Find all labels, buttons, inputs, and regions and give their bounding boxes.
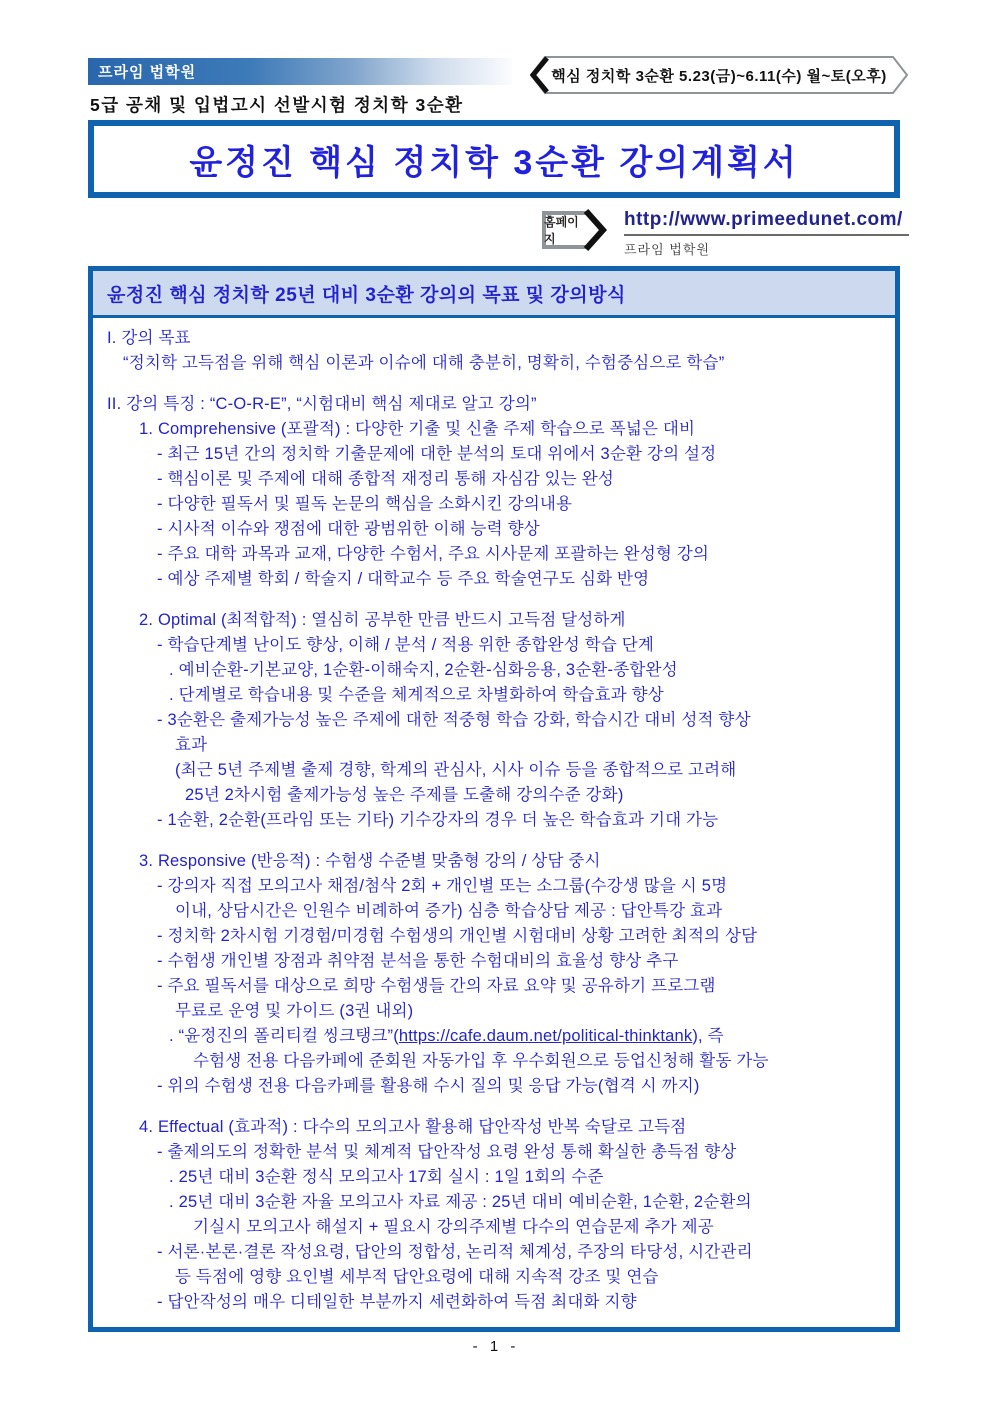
page-title: 윤정진 핵심 정치학 3순환 강의계획서 <box>189 143 799 182</box>
body-line: II. 강의 특징 : “C-O-R-E”, “시험대비 핵심 제대로 알고 강의” <box>107 395 537 413</box>
body-line: - 시사적 이슈와 쟁점에 대한 광범위한 이해 능력 향상 <box>157 520 540 538</box>
schedule-banner <box>528 55 910 95</box>
body-line: 4. Effectual (효과적) : 다수의 모의고사 활용해 답안작성 반복 숙달로 고득점 <box>139 1118 687 1136</box>
body-line: 3. Responsive (반응적) : 수험생 수준별 맞춤형 강의 / 상담 중시 <box>139 852 601 870</box>
body-line: - 강의자 직접 모의고사 채점/첨삭 2회 + 개인별 또는 소그룹(수강생 많을 시 5명 <box>157 877 728 895</box>
body-line: . 25년 대비 3순환 자율 모의고사 자료 제공 : 25년 대비 예비순환, 1순환, 2순환의 <box>169 1193 752 1211</box>
body-line: - 답안작성의 매우 디테일한 부분까지 세련화하여 득점 최대화 지향 <box>157 1293 637 1311</box>
schedule-text: 핵심 정치학 3순환 5.23(금)~6.11(수) 월~토(오후) <box>551 67 887 85</box>
homepage-badge <box>540 207 608 253</box>
title-box <box>88 120 900 198</box>
body-line: - 주요 대학 과목과 교재, 다양한 수험서, 주요 시사문제 포괄하는 완성형 강의 <box>157 545 710 563</box>
homepage-url-link[interactable]: http://www.primeedunet.com/ <box>624 209 909 236</box>
syllabus-heading: 윤정진 핵심 정치학 25년 대비 3순환 강의의 목표 및 강의방식 <box>93 271 895 318</box>
body-line: - 서론·본론·결론 작성요령, 답안의 정합성, 논리적 체계성, 주장의 타당성, 시간관리 <box>157 1243 753 1261</box>
brand-label: 프라임 법학원 <box>98 64 197 81</box>
body-line: 효과 <box>175 736 208 754</box>
body-line: 수험생 전용 다음카페에 준회원 자동가입 후 우수회원으로 등업신청해 활동 가능 <box>193 1052 769 1070</box>
body-line: - 출제의도의 정확한 분석 및 체계적 답안작성 요령 완성 통해 확실한 총득점 향상 <box>157 1143 737 1161</box>
homepage-url-block <box>624 209 909 258</box>
body-line: . 25년 대비 3순환 정식 모의고사 17회 실시 : 1일 1회의 수준 <box>169 1168 604 1186</box>
exam-subtitle: 5급 공채 및 입법고시 선발시험 정치학 3순환 <box>90 95 464 115</box>
body-line: - 위의 수험생 전용 다음카페를 활용해 수시 질의 및 응답 가능(협격 시 까지) <box>157 1077 700 1095</box>
body-line <box>99 1024 887 1049</box>
syllabus-box <box>88 266 900 1332</box>
body-line: - 정치학 2차시험 기경험/미경험 수험생의 개인별 시험대비 상황 고려한 최적의 상담 <box>157 927 758 945</box>
body-line: - 핵심이론 및 주제에 대해 종합적 재정리 통해 자심감 있는 완성 <box>157 470 615 488</box>
body-line: 등 득점에 영향 요인별 세부적 답안요령에 대해 지속적 강조 및 연습 <box>175 1268 659 1286</box>
body-line: 무료로 운영 및 가이드 (3권 내외) <box>175 1002 414 1020</box>
body-line: . 예비순환-기본교양, 1순환-이해숙지, 2순환-심화응용, 3순환-종합완성 <box>169 661 678 679</box>
body-line: 기실시 모의고사 해설지 + 필요시 강의주제별 다수의 연습문제 추가 제공 <box>193 1218 714 1236</box>
body-line: - 최근 15년 간의 정치학 기출문제에 대한 분석의 토대 위에서 3순환 강의 설정 <box>157 445 717 463</box>
homepage-label: 홈페이지 <box>544 215 579 246</box>
body-line: 이내, 상담시간은 인원수 비례하여 증가) 심층 학습상담 제공 : 답안특강 효과 <box>175 902 723 920</box>
body-lines <box>93 318 895 1327</box>
body-line: I. 강의 목표 <box>107 329 191 347</box>
cafe-url-link[interactable]: https://cafe.daum.net/political-thinktank <box>398 1027 693 1045</box>
body-line: - 3순환은 출제가능성 높은 주제에 대한 적중형 학습 강화, 학습시간 대비 성적 향상 <box>157 711 751 729</box>
body-line: - 수험생 개인별 장점과 취약점 분석을 통한 수험대비의 효율성 향상 추구 <box>157 952 679 970</box>
body-line: - 학습단계별 난이도 향상, 이해 / 분석 / 적용 위한 종합완성 학습 단계 <box>157 636 655 654</box>
homepage-row <box>540 207 909 258</box>
body-line: - 다양한 필독서 및 필독 논문의 핵심을 소화시킨 강의내용 <box>157 495 573 513</box>
body-line: (최근 5년 주제별 출제 경향, 학계의 관심사, 시사 이슈 등을 종합적으로 고려해 <box>175 761 737 779</box>
body-line: - 예상 주제별 학회 / 학술지 / 대학교수 등 주요 학술연구도 심화 반영 <box>157 570 650 588</box>
body-line-text: ), 즉 <box>692 1027 724 1045</box>
body-line: - 1순환, 2순환(프라임 또는 기타) 기수강자의 경우 더 높은 학습효과 기대 가능 <box>157 811 719 829</box>
body-line-text: . “윤정진의 폴리티컬 씽크탱크”( <box>169 1027 399 1045</box>
body-line: . 단계별로 학습내용 및 수준을 체계적으로 차별화하여 학습효과 향상 <box>169 686 664 704</box>
body-line: 25년 2차시험 출제가능성 높은 주제를 도출해 강의수준 강화) <box>185 786 624 804</box>
homepage-org-label: 프라임 법학원 <box>624 242 710 257</box>
body-line: “정치학 고득점을 위해 핵심 이론과 이슈에 대해 충분히, 명확히, 수험중심으로 학습” <box>123 354 725 372</box>
body-line: 1. Comprehensive (포괄적) : 다양한 기출 및 신출 주제 학습으로 폭넓은 대비 <box>139 420 696 438</box>
body-line: - 주요 필독서를 대상으로 희망 수험생들 간의 자료 요약 및 공유하기 프로그램 <box>157 977 716 995</box>
body-line: 2. Optimal (최적합적) : 열심히 공부한 만큼 반드시 고득점 달성하게 <box>139 611 626 629</box>
brand-bar <box>88 58 512 85</box>
page-number: - 1 - <box>472 1338 520 1355</box>
